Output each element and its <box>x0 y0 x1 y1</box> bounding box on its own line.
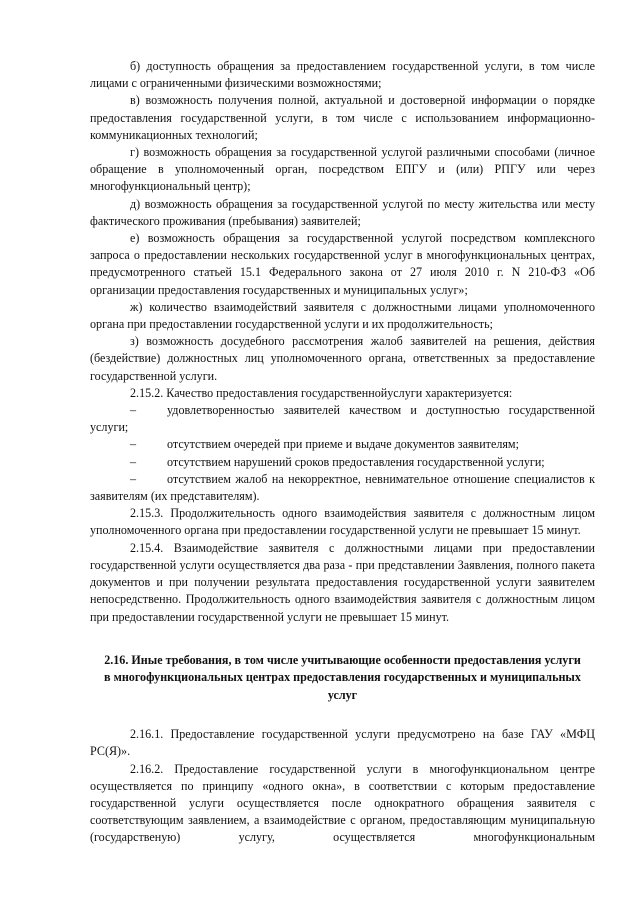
paragraph-2-15-3: 2.15.3. Продолжительность одного взаимодействия заявителя с должностным лицом уполномоченного органа при предоставлении государственной услуги не превышает 15 минут. <box>90 506 595 538</box>
list-item-text: отсутствием жалоб на некорректное, невнимательное отношение специалистов к заявителям (их представителям). <box>90 471 595 504</box>
paragraph-zh: ж) количество взаимодействий заявителя с должностными лицами уполномоченного органа при предоставлении государственной услуги и их продолжительность; <box>90 299 595 332</box>
paragraph-2-15-4: 2.15.4. Взаимодействие заявителя с должностными лицами при предоставлении государственной услуги осуществляется два раза - при представлении Заявления, полного пакета документов и при получении результата предоставления государственной услуги заявителем непосредственно. Продолжительность одного взаимодействия заявителя с должностным лицом при предоставлении государственной услуги не превышает 15 минут. <box>90 540 595 624</box>
paragraph-b: б) доступность обращения за предоставлением государственной услуги, в том числе лицами с ограниченными физическими возможностями; <box>90 59 595 91</box>
paragraph-v: в) возможность получения полной, актуальной и достоверной информации о порядке предоставления государственной услуги, в том числе с использованием информационно-коммуникационных технологий; <box>90 93 595 142</box>
document-page <box>90 58 595 847</box>
paragraph-d: д) возможность обращения за государственной услугой по месту жительства или месту фактического проживания (пребывания) заявителей; <box>90 196 595 228</box>
list-item <box>90 454 595 471</box>
paragraph-2-16-1: 2.16.1. Предоставление государственной услуги предусмотрено на базе ГАУ «МФЦ РС(Я)». <box>90 727 595 759</box>
dash-mark: – <box>130 471 137 486</box>
list-item <box>90 471 595 505</box>
list-item <box>90 436 595 453</box>
section-heading: 2.16. Иные требования, в том числе учитывающие особенности предоставления услуги в многофункциональных центрах предоставления государственных и муниципальных услуг <box>104 652 581 702</box>
list-item-text: отсутствием нарушений сроков предоставления государственной услуги; <box>167 454 545 469</box>
paragraph-2-16-2: 2.16.2. Предоставление государственной услуги в многофункциональном центре осуществляется по принципу «одного окна», в соответствии с которым предоставление государственной услуги осуществляется после однократного обращения заявителя с соответствующим заявлением, а взаимодействие с органом, предоставляющим муниципальную (государственую) услугу, осуществляется многофункциональным <box>90 761 595 845</box>
dash-mark: – <box>130 437 137 452</box>
dash-mark: – <box>130 403 137 418</box>
paragraph-e: е) возможность обращения за государственной услугой посредством комплексного запроса о предоставлении нескольких государственной услуг в многофункциональных центрах, предусмотренного статьей 15.1 Федерального закона от 27 июля 2010 г. N 210-ФЗ «Об организации предоставления государственных и муниципальных услуг»; <box>90 231 595 297</box>
list-item <box>90 402 595 436</box>
paragraph-2-15-2: 2.15.2. Качество предоставления государственнойуслуги характеризуется: <box>130 385 513 400</box>
paragraph-z: з) возможность досудебного рассмотрения жалоб заявителей на решения, действия (бездействие) должностных лиц уполномоченного органа, ответственных за предоставление государственной услуги. <box>90 334 595 383</box>
list-item-text: удовлетворенностью заявителей качеством и доступностью государственной услуги; <box>90 403 595 435</box>
dash-mark: – <box>130 454 137 469</box>
list-item-text: отсутствием очередей при приеме и выдаче документов заявителям; <box>167 437 519 452</box>
paragraph-g: г) возможность обращения за государственной услугой различными способами (личное обращение в уполномоченный орган, посредством ЕПГУ и (или) РПГУ или через многофункциональный центр); <box>90 145 595 194</box>
